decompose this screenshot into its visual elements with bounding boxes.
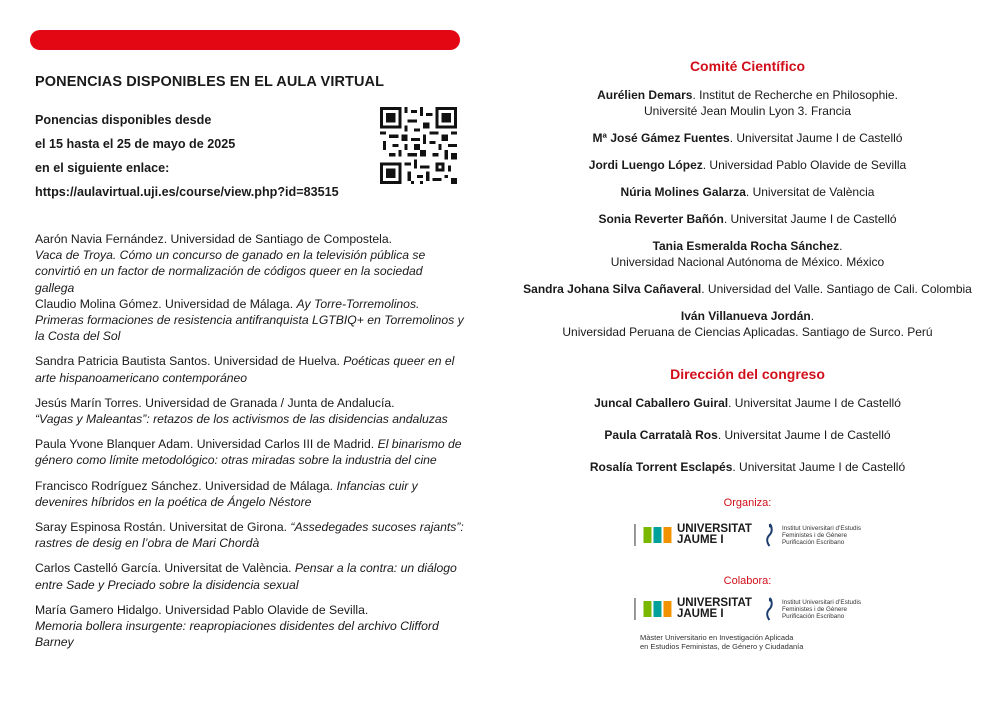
qr-code-icon[interactable] bbox=[380, 107, 457, 184]
list-item bbox=[520, 211, 975, 227]
institute-line3: Purificación Escribano bbox=[781, 612, 845, 620]
list-item bbox=[35, 560, 465, 592]
list-item bbox=[520, 281, 975, 297]
institute-line2: Feministes i de Gènere bbox=[781, 605, 848, 613]
master-line1: Màster Universitario en Investigación Aplicada bbox=[640, 633, 794, 642]
scientific-committee-title: Comité Científico bbox=[689, 58, 806, 74]
talk-author: Paula Yvone Blanquer Adam. Universidad Carlos III de Madrid. bbox=[35, 437, 375, 452]
member-name: Sonia Reverter Bañón bbox=[598, 212, 724, 226]
member-affiliation: . Universitat Jaume I de Castelló bbox=[723, 212, 897, 226]
list-item bbox=[520, 308, 975, 340]
list-item bbox=[35, 478, 465, 510]
availability-info bbox=[35, 108, 460, 208]
collaborator-block bbox=[520, 575, 975, 653]
uji-logo-icon bbox=[643, 601, 671, 617]
member-affiliation: . Universitat Jaume I de Castelló bbox=[732, 460, 906, 474]
virtual-classroom-title: PONENCIAS DISPONIBLES EN EL AULA VIRTUAL bbox=[35, 74, 385, 90]
uji-logo-text bbox=[677, 524, 752, 546]
talk-author: Carlos Castelló García. Universitat de València. bbox=[35, 561, 292, 576]
member-affiliation: . Universitat Jaume I de Castelló bbox=[717, 428, 891, 442]
logo-divider bbox=[634, 598, 635, 620]
institute-line2: Feministes i de Gènere bbox=[781, 531, 848, 539]
member-name: Paula Carratalà Ros bbox=[604, 428, 718, 442]
list-item bbox=[520, 238, 975, 270]
organizer-block bbox=[520, 497, 975, 555]
talk-title: Infancias cuir y devenires híbridos en la poética de Ángelo Néstore bbox=[35, 478, 418, 509]
member-affiliation-2: Universidad Peruana de Ciencias Aplicadas. Santiago de Surco. Perú bbox=[562, 325, 933, 339]
uji-name-line1: UNIVERSITAT bbox=[676, 597, 752, 609]
uji-name-line2: JAUME I bbox=[676, 608, 724, 620]
availability-line: Ponencias disponibles desde bbox=[35, 113, 212, 127]
list-item bbox=[520, 459, 975, 475]
uji-logo-text bbox=[677, 598, 752, 620]
institute-line1: Institut Universitari d’Estudis bbox=[781, 598, 862, 606]
member-name: Juncal Caballero Guiral bbox=[594, 396, 729, 410]
feminist-institute-icon bbox=[764, 523, 776, 547]
talk-title: Vaca de Troya. Cómo un concurso de ganado en la televisión pública se convirtió en un factor de normalización de códigos queer en la sociedad gallega bbox=[35, 248, 426, 295]
member-affiliation: . Universidad Pablo Olavide de Sevilla bbox=[702, 158, 907, 172]
uji-logo-icon bbox=[643, 527, 671, 543]
member-affiliation: . Universidad del Valle. Santiago de Cali. Colombia bbox=[701, 282, 972, 296]
master-text-row bbox=[520, 629, 975, 653]
list-item bbox=[35, 296, 465, 345]
member-name: Tania Esmeralda Rocha Sánchez bbox=[652, 239, 840, 253]
talk-author: Sandra Patricia Bautista Santos. Universidad de Huelva. bbox=[35, 354, 340, 369]
list-item bbox=[35, 436, 465, 468]
list-item bbox=[520, 130, 975, 146]
list-item bbox=[520, 87, 975, 119]
master-line2: en Estudios Feministas, de Género y Ciudadanía bbox=[640, 642, 804, 651]
organizer-label: Organiza: bbox=[723, 497, 772, 509]
availability-dates: el 15 hasta el 25 de mayo de 2025 bbox=[35, 137, 236, 151]
list-item bbox=[520, 427, 975, 443]
direction-title: Dirección del congreso bbox=[670, 366, 825, 382]
talk-title: Poéticas queer en el arte hispanoamericano contemporáneo bbox=[35, 354, 455, 385]
list-item bbox=[520, 395, 975, 411]
member-affiliation: . Institut de Recherche en Philosophie. bbox=[692, 88, 898, 102]
member-affiliation-2: Université Jean Moulin Lyon 3. Francia bbox=[644, 104, 851, 118]
list-item bbox=[35, 231, 465, 296]
member-affiliation-2: Universidad Nacional Autónoma de México. México bbox=[610, 255, 885, 269]
member-name: Sandra Johana Silva Cañaveral bbox=[523, 282, 702, 296]
institute-text bbox=[782, 599, 861, 620]
talk-author: Saray Espinosa Rostán. Universitat de Girona. bbox=[35, 520, 287, 535]
list-item bbox=[35, 353, 465, 385]
member-name: Iván Villanueva Jordán bbox=[680, 309, 811, 323]
congress-direction bbox=[520, 366, 975, 475]
talk-title: “Assedegades sucoses rajants”: rastres de desig en l’obra de Mari Chordà bbox=[35, 520, 464, 551]
talk-author: María Gamero Hidalgo. Universidad Pablo Olavide de Sevilla. bbox=[35, 602, 369, 617]
master-text bbox=[640, 633, 803, 651]
list-item bbox=[35, 602, 465, 651]
talk-title: El binarismo de género como límite metodológico: otras miradas sobre la industria del cine bbox=[35, 437, 462, 468]
uji-name-line1: UNIVERSITAT bbox=[676, 523, 752, 535]
talk-title: Ay Torre-Torremolinos. Primeras formaciones de resistencia antifranquista LGTBIQ+ en Torremolinos y la Costa del Sol bbox=[35, 296, 464, 344]
member-affiliation: . bbox=[839, 239, 843, 253]
organizer-logos bbox=[520, 523, 975, 555]
member-name: Jordi Luengo López bbox=[588, 158, 703, 172]
logo-divider bbox=[634, 524, 635, 546]
list-item bbox=[35, 395, 465, 427]
talk-title: Pensar a la contra: un diálogo entre Sade y Preciado sobre la disidencia sexual bbox=[35, 561, 457, 592]
talk-author: Francisco Rodríguez Sánchez. Universidad de Málaga. bbox=[35, 478, 334, 493]
talk-author: Claudio Molina Gómez. Universidad de Málaga. bbox=[35, 296, 294, 311]
course-link[interactable]: https://aulavirtual.uji.es/course/view.php?id=83515 bbox=[35, 185, 339, 199]
member-name: Aurélien Demars bbox=[597, 88, 693, 102]
list-item bbox=[520, 184, 975, 200]
institute-line3: Purificación Escribano bbox=[781, 538, 845, 546]
availability-link-intro: en el siguiente enlace: bbox=[35, 161, 170, 175]
institute-text bbox=[782, 525, 861, 546]
talks-list bbox=[35, 231, 465, 659]
committee-panel bbox=[520, 56, 975, 653]
member-affiliation: . Universitat Jaume I de Castelló bbox=[728, 396, 901, 410]
member-affiliation: . bbox=[810, 309, 815, 323]
member-name: Mª José Gámez Fuentes bbox=[592, 131, 730, 145]
feminist-institute-icon bbox=[764, 597, 776, 621]
talk-author: Aarón Navia Fernández. Universidad de Santiago de Compostela. bbox=[35, 232, 393, 246]
talk-title: Memoria bollera insurgente: reapropiaciones disidentes del archivo Clifford Barney bbox=[35, 619, 439, 650]
institute-line1: Institut Universitari d’Estudis bbox=[781, 524, 862, 532]
red-header-bar bbox=[30, 30, 460, 50]
member-affiliation: . Universitat de València bbox=[745, 185, 875, 199]
virtual-classroom-panel bbox=[35, 74, 460, 208]
talk-author: Jesús Marín Torres. Universidad de Granada / Junta de Andalucía. bbox=[35, 395, 395, 410]
member-name: Rosalía Torrent Esclapés bbox=[589, 460, 733, 474]
list-item bbox=[520, 157, 975, 173]
uji-name-line2: JAUME I bbox=[676, 534, 724, 546]
talk-title: “Vagas y Maleantas”: retazos de los activismos de las disidencias andaluzas bbox=[35, 412, 448, 427]
member-name: Núria Molines Galarza bbox=[620, 185, 746, 199]
member-affiliation: . Universitat Jaume I de Castelló bbox=[729, 131, 903, 145]
list-item bbox=[35, 519, 465, 551]
collaborator-label: Colabora: bbox=[723, 575, 772, 587]
collaborator-logos bbox=[520, 597, 975, 629]
